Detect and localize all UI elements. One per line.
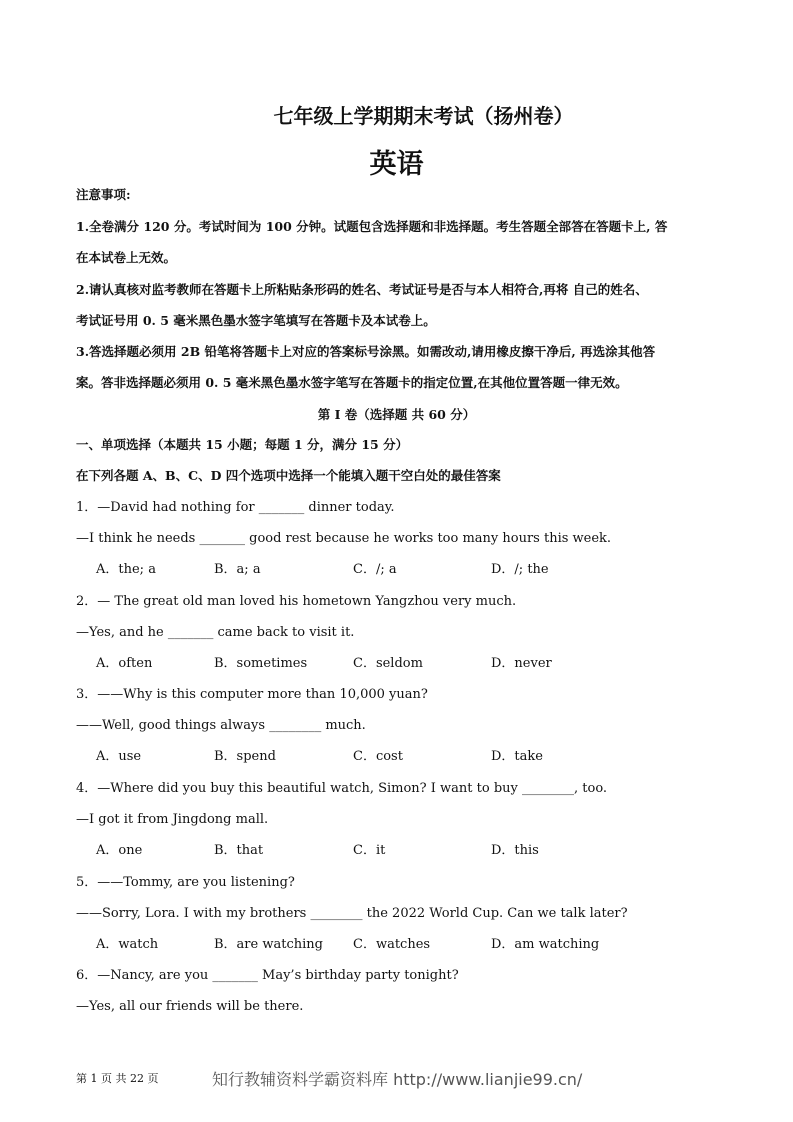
question-stem: 4．—Where did you buy this beautiful watch, Simon? I want to buy ________, too. (76, 781, 608, 796)
option-c: C．it (353, 843, 386, 858)
option-d: D．this (491, 843, 539, 858)
option-c: C．cost (353, 749, 403, 764)
notice-heading: 注意事项: (76, 187, 131, 202)
question-options (96, 843, 656, 859)
notice-line: 案。答非选择题必须用 0. 5 毫米黑色墨水签字笔写在答题卡的指定位置,在其他位置答题一律无效。 (76, 375, 628, 390)
option-d: D．am watching (491, 937, 600, 952)
option-b: B．sometimes (214, 656, 308, 671)
page-number: 第 1 页 共 22 页 (76, 1072, 159, 1085)
section-title: 第 I 卷（选择题 共 60 分） (317, 407, 476, 422)
option-b: B．that (214, 843, 264, 858)
question-stem: 6．—Nancy, are you _______ May’s birthday party tonight? (76, 968, 459, 983)
option-a: A．use (96, 749, 142, 764)
question-reply: —I think he needs _______ good rest because he works too many hours this week. (76, 531, 612, 546)
question-options (96, 749, 656, 765)
option-c: C．seldom (353, 656, 423, 671)
notice-line: 1.全卷满分 120 分。考试时间为 100 分钟。试题包含选择题和非选择题。考生答题全部答在答题卡上, 答 (76, 219, 668, 234)
question-stem: 2．— The great old man loved his hometown Yangzhou very much. (76, 594, 517, 609)
option-c: C．/; a (353, 562, 397, 577)
option-a: A．watch (96, 937, 159, 952)
option-b: B．are watching (214, 937, 323, 952)
option-d: D．take (491, 749, 543, 764)
notice-line: 3.答选择题必须用 2B 铅笔将答题卡上对应的答案标号涂黑。如需改动,请用橡皮擦干净后, 再选涂其他答 (76, 344, 656, 359)
notice-line: 在本试卷上无效。 (76, 250, 177, 265)
question-stem: 5．——Tommy, are you listening? (76, 875, 295, 890)
notice-line: 考试证号用 0. 5 毫米黑色墨水签字笔填写在答题卡及本试卷上。 (76, 313, 436, 328)
option-a: A．one (96, 843, 143, 858)
notice-line: 2.请认真核对监考教师在答题卡上所粘贴条形码的姓名、考试证号是否与本人相符合,再将 自己的姓名、 (76, 282, 648, 297)
question-stem: 3．——Why is this computer more than 10,000 yuan? (76, 687, 428, 702)
option-d: D．/; the (491, 562, 549, 577)
question-stem: 1．—David had nothing for _______ dinner today. (76, 500, 395, 515)
question-reply: ——Sorry, Lora. I with my brothers ________ the 2022 World Cup. Can we talk later? (76, 906, 628, 921)
question-options (96, 937, 656, 953)
option-a: A．often (96, 656, 153, 671)
watermark-link[interactable]: 知行教辅资料学霸资料库 http://www.lianjie99.cn/ (212, 1070, 583, 1089)
option-b: B．a; a (214, 562, 261, 577)
part-instruction: 在下列各题 A、B、C、D 四个选项中选择一个能填入题干空白处的最佳答案 (76, 468, 501, 483)
subject-title: 英语 (369, 149, 424, 180)
part-title: 一、单项选择（本题共 15 小题；每题 1 分，满分 15 分） (76, 437, 409, 452)
question-options (96, 562, 656, 578)
option-a: A．the; a (96, 562, 156, 577)
exam-title: 七年级上学期期末考试（扬州卷） (273, 104, 574, 128)
question-reply: —Yes, all our friends will be there. (76, 999, 304, 1014)
question-reply: —I got it from Jingdong mall. (76, 812, 269, 827)
option-c: C．watches (353, 937, 431, 952)
question-options (96, 656, 656, 672)
option-b: B．spend (214, 749, 276, 764)
question-reply: ——Well, good things always ________ much. (76, 718, 366, 733)
question-reply: —Yes, and he _______ came back to visit it. (76, 625, 355, 640)
option-d: D．never (491, 656, 552, 671)
